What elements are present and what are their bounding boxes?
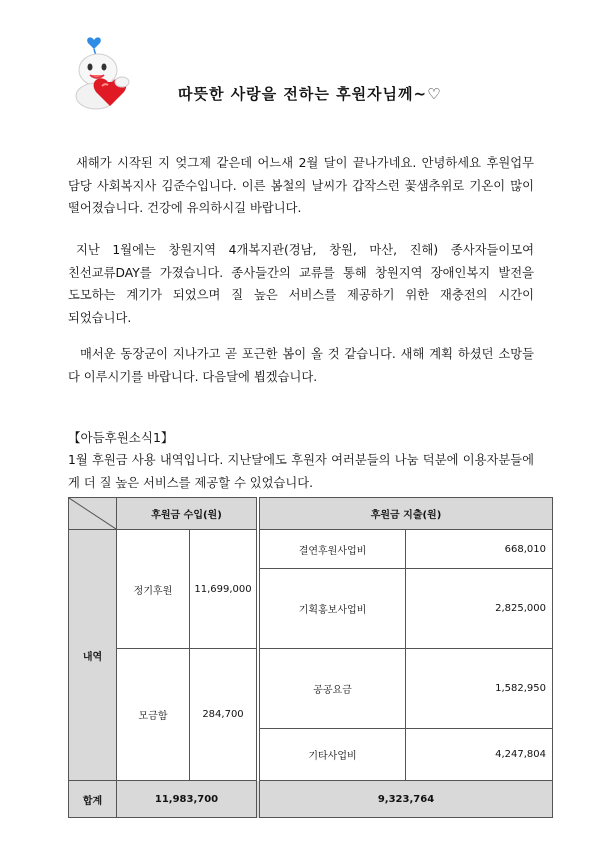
expense-name: 기타사업비 bbox=[260, 729, 406, 781]
row-label-details: 내역 bbox=[69, 530, 117, 781]
total-income: 11,983,700 bbox=[117, 781, 257, 818]
income-amount: 284,700 bbox=[190, 649, 257, 781]
mascot-with-heart-icon bbox=[70, 34, 136, 112]
expense-name: 기획홍보사업비 bbox=[260, 569, 406, 649]
letter-paragraph-1: 새해가 시작된 지 엊그제 같은데 어느새 2월 달이 끝나가네요. 안녕하세요 후원업무 담당 사회복지사 김준수입니다. 이른 봄철의 날씨가 갑작스런 꽃샘추위로 기온이 많이 떨어졌습니다. 건강에 유의하시길 바랍니다. bbox=[68, 156, 534, 215]
total-expense: 9,323,764 bbox=[260, 781, 553, 818]
expense-name: 공공요금 bbox=[260, 649, 406, 729]
section-intro: 1월 후원금 사용 내역입니다. 지난달에도 후원자 여러분들의 나눔 덕분에 이용자분들에게 더 질 높은 서비스를 제공할 수 있었습니다. bbox=[68, 453, 534, 490]
letter-paragraph-2: 지난 1월에는 창원지역 4개복지관(경남, 창원, 마산, 진해) 종사자들이모여 친선교류DAY를 가졌습니다. 종사들간의 교류를 통해 창원지역 장애인복지 발전을 도모하는 계기가 되었으며 질 높은 서비스를 제공하기 위한 재충전의 시간이 되었습니다. bbox=[68, 243, 534, 325]
letter-paragraph-3: 매서운 동장군이 지나가고 곧 포근한 봄이 올 것 같습니다. 새해 계획 하셨던 소망들 다 이루시기를 바랍니다. 다음달에 뵙겠습니다. bbox=[68, 347, 534, 384]
income-name: 정기후원 bbox=[117, 530, 190, 649]
expense-amount: 2,825,000 bbox=[406, 569, 553, 649]
fund-table bbox=[68, 497, 553, 818]
expense-amount: 1,582,950 bbox=[406, 649, 553, 729]
total-label: 합계 bbox=[69, 781, 117, 818]
income-name: 모금함 bbox=[117, 649, 190, 781]
expense-amount: 4,247,804 bbox=[406, 729, 553, 781]
expense-name: 결연후원사업비 bbox=[260, 530, 406, 569]
expense-amount: 668,010 bbox=[406, 530, 553, 569]
table-corner-cell bbox=[69, 498, 117, 530]
income-amount: 11,699,000 bbox=[190, 530, 257, 649]
letter-title: 따뜻한 사랑을 전하는 후원자님께~♡ bbox=[178, 85, 442, 103]
income-header: 후원금 수입(원) bbox=[117, 498, 257, 530]
expense-header: 후원금 지출(원) bbox=[260, 498, 553, 530]
section-title: 【아듬후원소식1】 bbox=[68, 430, 174, 445]
